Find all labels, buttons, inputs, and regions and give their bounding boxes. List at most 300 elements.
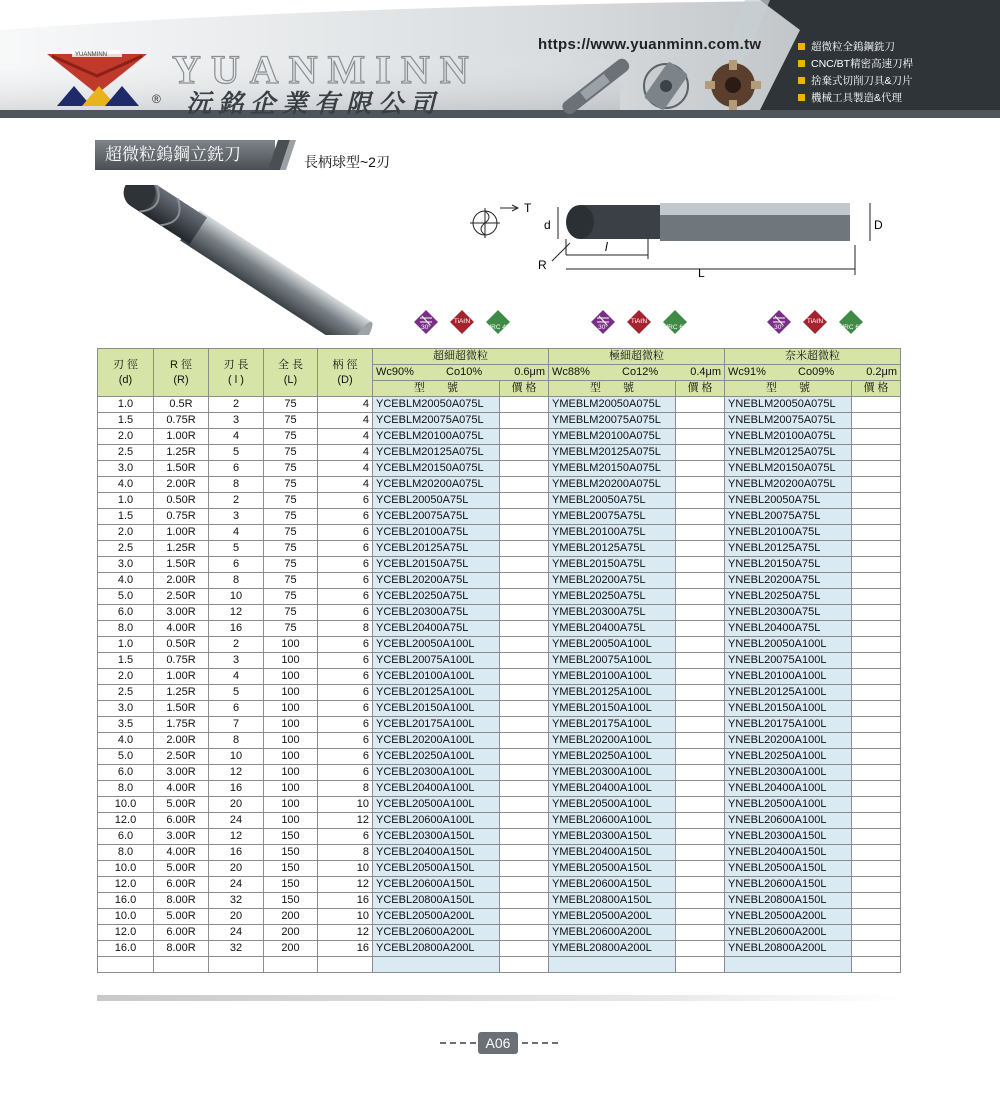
cell-radius: 2.00R	[154, 573, 209, 589]
cell-shank-diameter: 12	[318, 877, 373, 893]
dimension-symbol: (d)	[118, 373, 133, 386]
cell-diameter: 2.0	[98, 525, 154, 541]
cell-price	[500, 941, 549, 957]
grade-spec-value: Wc91%	[728, 366, 766, 378]
cell-shank-diameter: 6	[318, 525, 373, 541]
grade-name-header: 極細超微粒	[549, 349, 725, 365]
cell-price	[676, 557, 725, 573]
page-header	[0, 0, 1000, 118]
cell-model-code: YMEBL20300A75L	[549, 605, 676, 621]
badge-label: TiAℓN	[806, 318, 824, 325]
menu-item-machine-tools[interactable]: 機械工具製造&代理	[798, 89, 913, 106]
cell-empty	[264, 957, 318, 973]
cell-model-code: YNEBL20300A100L	[725, 765, 852, 781]
cell-price	[676, 413, 725, 429]
table-row	[98, 845, 901, 861]
cell-price	[852, 461, 901, 477]
cell-model-code: YCEBL20200A75L	[373, 573, 500, 589]
cell-shank-diameter: 4	[318, 461, 373, 477]
cell-flute-length: 6	[209, 557, 264, 573]
table-row	[98, 765, 901, 781]
cell-model-code: YMEBL20050A75L	[549, 493, 676, 509]
cell-overall-length: 200	[264, 925, 318, 941]
cell-diameter: 10.0	[98, 797, 154, 813]
price-column-header: 價 格	[500, 381, 549, 397]
cell-price	[852, 509, 901, 525]
dimension-header	[264, 349, 318, 397]
cell-radius: 1.75R	[154, 717, 209, 733]
cell-radius: 0.50R	[154, 493, 209, 509]
cell-overall-length: 150	[264, 877, 318, 893]
cell-model-code: YCEBL20400A100L	[373, 781, 500, 797]
coating-icon	[448, 308, 476, 336]
cell-shank-diameter: 6	[318, 829, 373, 845]
menu-item-cnc-holders[interactable]: CNC/BT精密高速刀桿	[798, 55, 913, 72]
table-row	[98, 797, 901, 813]
cell-radius: 0.5R	[154, 397, 209, 413]
cell-model-code: YCEBL20100A100L	[373, 669, 500, 685]
brand-name-zh: 沅銘企業有限公司	[186, 89, 443, 118]
cell-radius: 2.00R	[154, 477, 209, 493]
cell-flute-length: 6	[209, 701, 264, 717]
cell-model-code: YMEBLM20075A075L	[549, 413, 676, 429]
cell-price	[676, 749, 725, 765]
cell-radius: 6.00R	[154, 877, 209, 893]
cell-model-code: YNEBL20150A75L	[725, 557, 852, 573]
cell-flute-length: 8	[209, 477, 264, 493]
cell-radius: 1.25R	[154, 445, 209, 461]
dimension-symbol: ( l )	[228, 373, 244, 386]
cell-model-code: YMEBL20100A75L	[549, 525, 676, 541]
cell-flute-length: 20	[209, 909, 264, 925]
cell-price	[676, 685, 725, 701]
cell-shank-diameter: 6	[318, 557, 373, 573]
cell-flute-length: 5	[209, 445, 264, 461]
cell-price	[852, 637, 901, 653]
cell-model-code: YNEBL20050A100L	[725, 637, 852, 653]
cell-overall-length: 75	[264, 461, 318, 477]
cell-shank-diameter: 6	[318, 733, 373, 749]
cell-price	[852, 765, 901, 781]
cell-diameter: 2.5	[98, 541, 154, 557]
table-row	[98, 877, 901, 893]
grade-spec-value: 0.2μm	[866, 366, 897, 378]
cell-price	[676, 701, 725, 717]
helix-angle-icon	[589, 308, 617, 336]
cell-shank-diameter: 4	[318, 445, 373, 461]
cell-price	[676, 653, 725, 669]
dimension-name: R 徑	[170, 358, 192, 371]
table-row	[98, 589, 901, 605]
table-row	[98, 573, 901, 589]
cell-overall-length: 75	[264, 397, 318, 413]
cell-overall-length: 100	[264, 797, 318, 813]
cell-model-code: YMEBLM20125A075L	[549, 445, 676, 461]
cell-model-code: YMEBL20050A100L	[549, 637, 676, 653]
cell-overall-length: 100	[264, 685, 318, 701]
coating-icon	[801, 308, 829, 336]
cell-shank-diameter: 4	[318, 429, 373, 445]
cell-price	[676, 733, 725, 749]
table-row	[98, 653, 901, 669]
cell-model-code: YCEBL20300A75L	[373, 605, 500, 621]
cell-price	[676, 893, 725, 909]
cell-price	[500, 845, 549, 861]
cell-model-code: YNEBL20500A100L	[725, 797, 852, 813]
cell-overall-length: 150	[264, 893, 318, 909]
badge-label: 30°	[421, 324, 431, 331]
cell-radius: 2.00R	[154, 733, 209, 749]
cell-model-code: YNEBL20125A100L	[725, 685, 852, 701]
tool-holder-image	[636, 58, 696, 114]
cell-shank-diameter: 12	[318, 813, 373, 829]
cell-diameter: 16.0	[98, 941, 154, 957]
cell-price	[676, 621, 725, 637]
cell-model-code: YCEBL20800A150L	[373, 893, 500, 909]
bullet-icon	[798, 43, 805, 50]
cell-price	[852, 701, 901, 717]
page-number: A06	[478, 1032, 518, 1054]
cell-empty	[209, 957, 264, 973]
cell-shank-diameter: 10	[318, 797, 373, 813]
table-row	[98, 557, 901, 573]
end-mill-image	[560, 58, 630, 116]
cell-model-code: YMEBL20500A200L	[549, 909, 676, 925]
grade-spec-header	[725, 365, 901, 381]
cell-shank-diameter: 6	[318, 701, 373, 717]
cell-price	[676, 493, 725, 509]
cell-price	[676, 669, 725, 685]
cell-model-code: YMEBL20200A75L	[549, 573, 676, 589]
cell-overall-length: 75	[264, 589, 318, 605]
cell-model-code: YCEBL20500A150L	[373, 861, 500, 877]
cell-model-code: YCEBLM20200A075L	[373, 477, 500, 493]
table-row	[98, 461, 901, 477]
cell-shank-diameter: 6	[318, 685, 373, 701]
cell-diameter: 4.0	[98, 733, 154, 749]
cell-shank-diameter: 4	[318, 397, 373, 413]
cell-price	[500, 637, 549, 653]
label-R: R	[538, 258, 547, 272]
cell-flute-length: 10	[209, 589, 264, 605]
cell-model-code: YMEBL20400A75L	[549, 621, 676, 637]
cell-price	[852, 413, 901, 429]
cell-model-code: YCEBL20400A75L	[373, 621, 500, 637]
cell-radius: 1.00R	[154, 429, 209, 445]
cell-model-code: YMEBL20150A75L	[549, 557, 676, 573]
cell-diameter: 1.0	[98, 397, 154, 413]
cell-price	[852, 893, 901, 909]
cell-model-code: YNEBL20600A100L	[725, 813, 852, 829]
menu-item-carbide-end-mills[interactable]: 超微粒全鎢鋼銑刀	[798, 38, 913, 55]
cell-overall-length: 75	[264, 541, 318, 557]
cell-model-code: YMEBLM20200A075L	[549, 477, 676, 493]
badge-label: TiAℓN	[453, 318, 471, 325]
cell-shank-diameter: 8	[318, 781, 373, 797]
cell-model-code: YMEBL20125A75L	[549, 541, 676, 557]
cell-overall-length: 100	[264, 637, 318, 653]
dimension-symbol: (L)	[283, 373, 298, 386]
dimension-diagram	[460, 195, 890, 285]
cell-overall-length: 75	[264, 557, 318, 573]
cell-diameter: 12.0	[98, 813, 154, 829]
dimension-header	[98, 349, 154, 397]
cell-price	[500, 669, 549, 685]
brand-name-en: YUANMINN	[172, 47, 479, 92]
cell-price	[852, 845, 901, 861]
cell-model-code: YNEBLM20200A075L	[725, 477, 852, 493]
cell-radius: 2.50R	[154, 589, 209, 605]
cell-model-code: YMEBL20250A100L	[549, 749, 676, 765]
cell-empty	[549, 957, 676, 973]
cell-diameter: 1.5	[98, 653, 154, 669]
cell-price	[500, 541, 549, 557]
grade-spec-value: Wc88%	[552, 366, 590, 378]
cell-diameter: 8.0	[98, 781, 154, 797]
cell-diameter: 10.0	[98, 909, 154, 925]
cell-model-code: YMEBL20500A100L	[549, 797, 676, 813]
cell-model-code: YCEBLM20125A075L	[373, 445, 500, 461]
cell-shank-diameter: 8	[318, 845, 373, 861]
cell-model-code: YCEBLM20100A075L	[373, 429, 500, 445]
cell-overall-length: 100	[264, 765, 318, 781]
cell-price	[852, 861, 901, 877]
dimension-symbol: (D)	[337, 373, 353, 386]
dimension-header	[154, 349, 209, 397]
cell-price	[676, 877, 725, 893]
cell-diameter: 1.0	[98, 493, 154, 509]
hardness-icon	[837, 308, 865, 336]
cell-model-code: YMEBLM20050A075L	[549, 397, 676, 413]
cell-radius: 0.75R	[154, 413, 209, 429]
cell-diameter: 6.0	[98, 605, 154, 621]
cell-overall-length: 75	[264, 605, 318, 621]
cell-diameter: 2.5	[98, 445, 154, 461]
cell-price	[676, 637, 725, 653]
cell-radius: 6.00R	[154, 925, 209, 941]
cell-flute-length: 2	[209, 397, 264, 413]
helix-angle-icon	[765, 308, 793, 336]
cell-price	[500, 413, 549, 429]
cell-diameter: 3.0	[98, 557, 154, 573]
cell-model-code: YMEBL20075A75L	[549, 509, 676, 525]
cell-flute-length: 10	[209, 749, 264, 765]
cell-price	[852, 909, 901, 925]
cell-overall-length: 75	[264, 509, 318, 525]
cell-shank-diameter: 6	[318, 749, 373, 765]
table-row	[98, 701, 901, 717]
cell-price	[852, 813, 901, 829]
cell-diameter: 5.0	[98, 749, 154, 765]
cell-price	[852, 493, 901, 509]
cell-radius: 5.00R	[154, 909, 209, 925]
cell-diameter: 1.5	[98, 413, 154, 429]
cell-overall-length: 150	[264, 861, 318, 877]
cell-overall-length: 75	[264, 477, 318, 493]
cell-price	[852, 573, 901, 589]
title-slant-decoration	[268, 140, 298, 170]
label-T: T	[524, 201, 532, 215]
cell-price	[500, 461, 549, 477]
table-row-empty	[98, 957, 901, 973]
cell-model-code: YCEBL20075A100L	[373, 653, 500, 669]
grade-spec-value: Co10%	[446, 366, 483, 378]
cell-radius: 1.50R	[154, 557, 209, 573]
cell-model-code: YNEBL20250A75L	[725, 589, 852, 605]
cell-model-code: YMEBL20125A100L	[549, 685, 676, 701]
dimension-name: 柄 徑	[332, 358, 358, 371]
cell-flute-length: 24	[209, 925, 264, 941]
table-row	[98, 861, 901, 877]
cell-overall-length: 100	[264, 733, 318, 749]
cell-model-code: YCEBLM20150A075L	[373, 461, 500, 477]
cell-diameter: 12.0	[98, 925, 154, 941]
menu-item-indexable-tools[interactable]: 捨棄式切削刀具&刀片	[798, 72, 913, 89]
cell-price	[676, 781, 725, 797]
cell-flute-length: 16	[209, 621, 264, 637]
cell-model-code: YCEBL20100A75L	[373, 525, 500, 541]
cell-radius: 3.00R	[154, 765, 209, 781]
dimension-header	[209, 349, 264, 397]
cell-radius: 6.00R	[154, 813, 209, 829]
table-row	[98, 893, 901, 909]
website-url[interactable]: https://www.yuanminn.com.tw	[538, 36, 762, 53]
cell-model-code: YCEBL20600A200L	[373, 925, 500, 941]
cell-model-code: YMEBL20500A150L	[549, 861, 676, 877]
cell-model-code: YCEBL20050A100L	[373, 637, 500, 653]
logo-text: YUANMINN	[75, 52, 108, 58]
cell-model-code: YMEBL20400A100L	[549, 781, 676, 797]
table-row	[98, 493, 901, 509]
cell-model-code: YMEBL20175A100L	[549, 717, 676, 733]
cell-model-code: YCEBL20500A100L	[373, 797, 500, 813]
cell-overall-length: 100	[264, 653, 318, 669]
table-row	[98, 429, 901, 445]
page-dash-right	[522, 1042, 558, 1044]
cell-shank-diameter: 6	[318, 605, 373, 621]
cell-price	[676, 461, 725, 477]
cell-model-code: YCEBL20300A150L	[373, 829, 500, 845]
cell-model-code: YMEBL20800A200L	[549, 941, 676, 957]
grade-spec-value: Co12%	[622, 366, 659, 378]
cell-model-code: YCEBL20500A200L	[373, 909, 500, 925]
hardness-icon	[484, 308, 512, 336]
cell-price	[500, 621, 549, 637]
cell-price	[676, 861, 725, 877]
section-subtitle: 長柄球型~2刃	[304, 154, 390, 170]
label-l: l	[605, 240, 608, 254]
face-mill-image	[703, 58, 763, 112]
cell-price	[676, 589, 725, 605]
cell-flute-length: 20	[209, 797, 264, 813]
cell-overall-length: 75	[264, 429, 318, 445]
cell-price	[500, 589, 549, 605]
cell-model-code: YNEBL20100A75L	[725, 525, 852, 541]
cell-price	[852, 605, 901, 621]
cell-model-code: YNEBL20400A150L	[725, 845, 852, 861]
cell-model-code: YCEBL20250A75L	[373, 589, 500, 605]
table-row	[98, 413, 901, 429]
cell-price	[852, 685, 901, 701]
cell-model-code: YNEBL20075A75L	[725, 509, 852, 525]
table-row	[98, 829, 901, 845]
grade-spec-header	[549, 365, 725, 381]
cell-model-code: YCEBLM20075A075L	[373, 413, 500, 429]
label-D: D	[874, 218, 883, 232]
cell-price	[852, 749, 901, 765]
cell-price	[852, 669, 901, 685]
registered-mark: ®	[152, 92, 161, 106]
cell-overall-length: 200	[264, 941, 318, 957]
cell-overall-length: 150	[264, 829, 318, 845]
table-row	[98, 605, 901, 621]
cell-overall-length: 75	[264, 621, 318, 637]
cell-model-code: YNEBL20800A200L	[725, 941, 852, 957]
table-row	[98, 541, 901, 557]
cell-radius: 4.00R	[154, 621, 209, 637]
cell-radius: 0.75R	[154, 653, 209, 669]
cell-shank-diameter: 6	[318, 669, 373, 685]
cell-shank-diameter: 4	[318, 413, 373, 429]
cell-overall-length: 75	[264, 413, 318, 429]
grade-spec-line	[728, 365, 897, 380]
cell-price	[500, 909, 549, 925]
cell-price	[500, 525, 549, 541]
cell-flute-length: 4	[209, 429, 264, 445]
bullet-icon	[798, 94, 805, 101]
cell-model-code: YMEBL20150A100L	[549, 701, 676, 717]
grade-spec-value: 0.6μm	[514, 366, 545, 378]
cell-shank-diameter: 6	[318, 589, 373, 605]
cell-flute-length: 5	[209, 541, 264, 557]
cell-model-code: YCEBL20175A100L	[373, 717, 500, 733]
cell-price	[500, 701, 549, 717]
price-column-header: 價 格	[852, 381, 901, 397]
cell-price	[500, 765, 549, 781]
cell-flute-length: 2	[209, 493, 264, 509]
badge-label: 30°	[598, 324, 608, 331]
cell-price	[500, 557, 549, 573]
cell-price	[500, 749, 549, 765]
table-row	[98, 781, 901, 797]
cell-price	[676, 605, 725, 621]
cell-price	[500, 445, 549, 461]
cell-price	[676, 525, 725, 541]
badge-group-3	[765, 308, 865, 336]
cell-model-code: YCEBL20125A100L	[373, 685, 500, 701]
cell-price	[676, 429, 725, 445]
cell-diameter: 3.0	[98, 701, 154, 717]
cell-diameter: 8.0	[98, 845, 154, 861]
table-row	[98, 525, 901, 541]
cell-flute-length: 4	[209, 525, 264, 541]
cell-model-code: YNEBL20200A100L	[725, 733, 852, 749]
cell-radius: 5.00R	[154, 797, 209, 813]
cell-empty	[98, 957, 154, 973]
cell-model-code: YNEBL20050A75L	[725, 493, 852, 509]
cell-shank-diameter: 10	[318, 909, 373, 925]
cell-price	[500, 877, 549, 893]
model-column-header: 型 號	[549, 381, 676, 397]
cell-flute-length: 6	[209, 461, 264, 477]
cell-flute-length: 20	[209, 861, 264, 877]
cell-model-code: YNEBL20150A100L	[725, 701, 852, 717]
cell-overall-length: 75	[264, 493, 318, 509]
grade-name-header: 超細超微粒	[373, 349, 549, 365]
cell-price	[500, 717, 549, 733]
cell-price	[676, 829, 725, 845]
bullet-icon	[798, 77, 805, 84]
